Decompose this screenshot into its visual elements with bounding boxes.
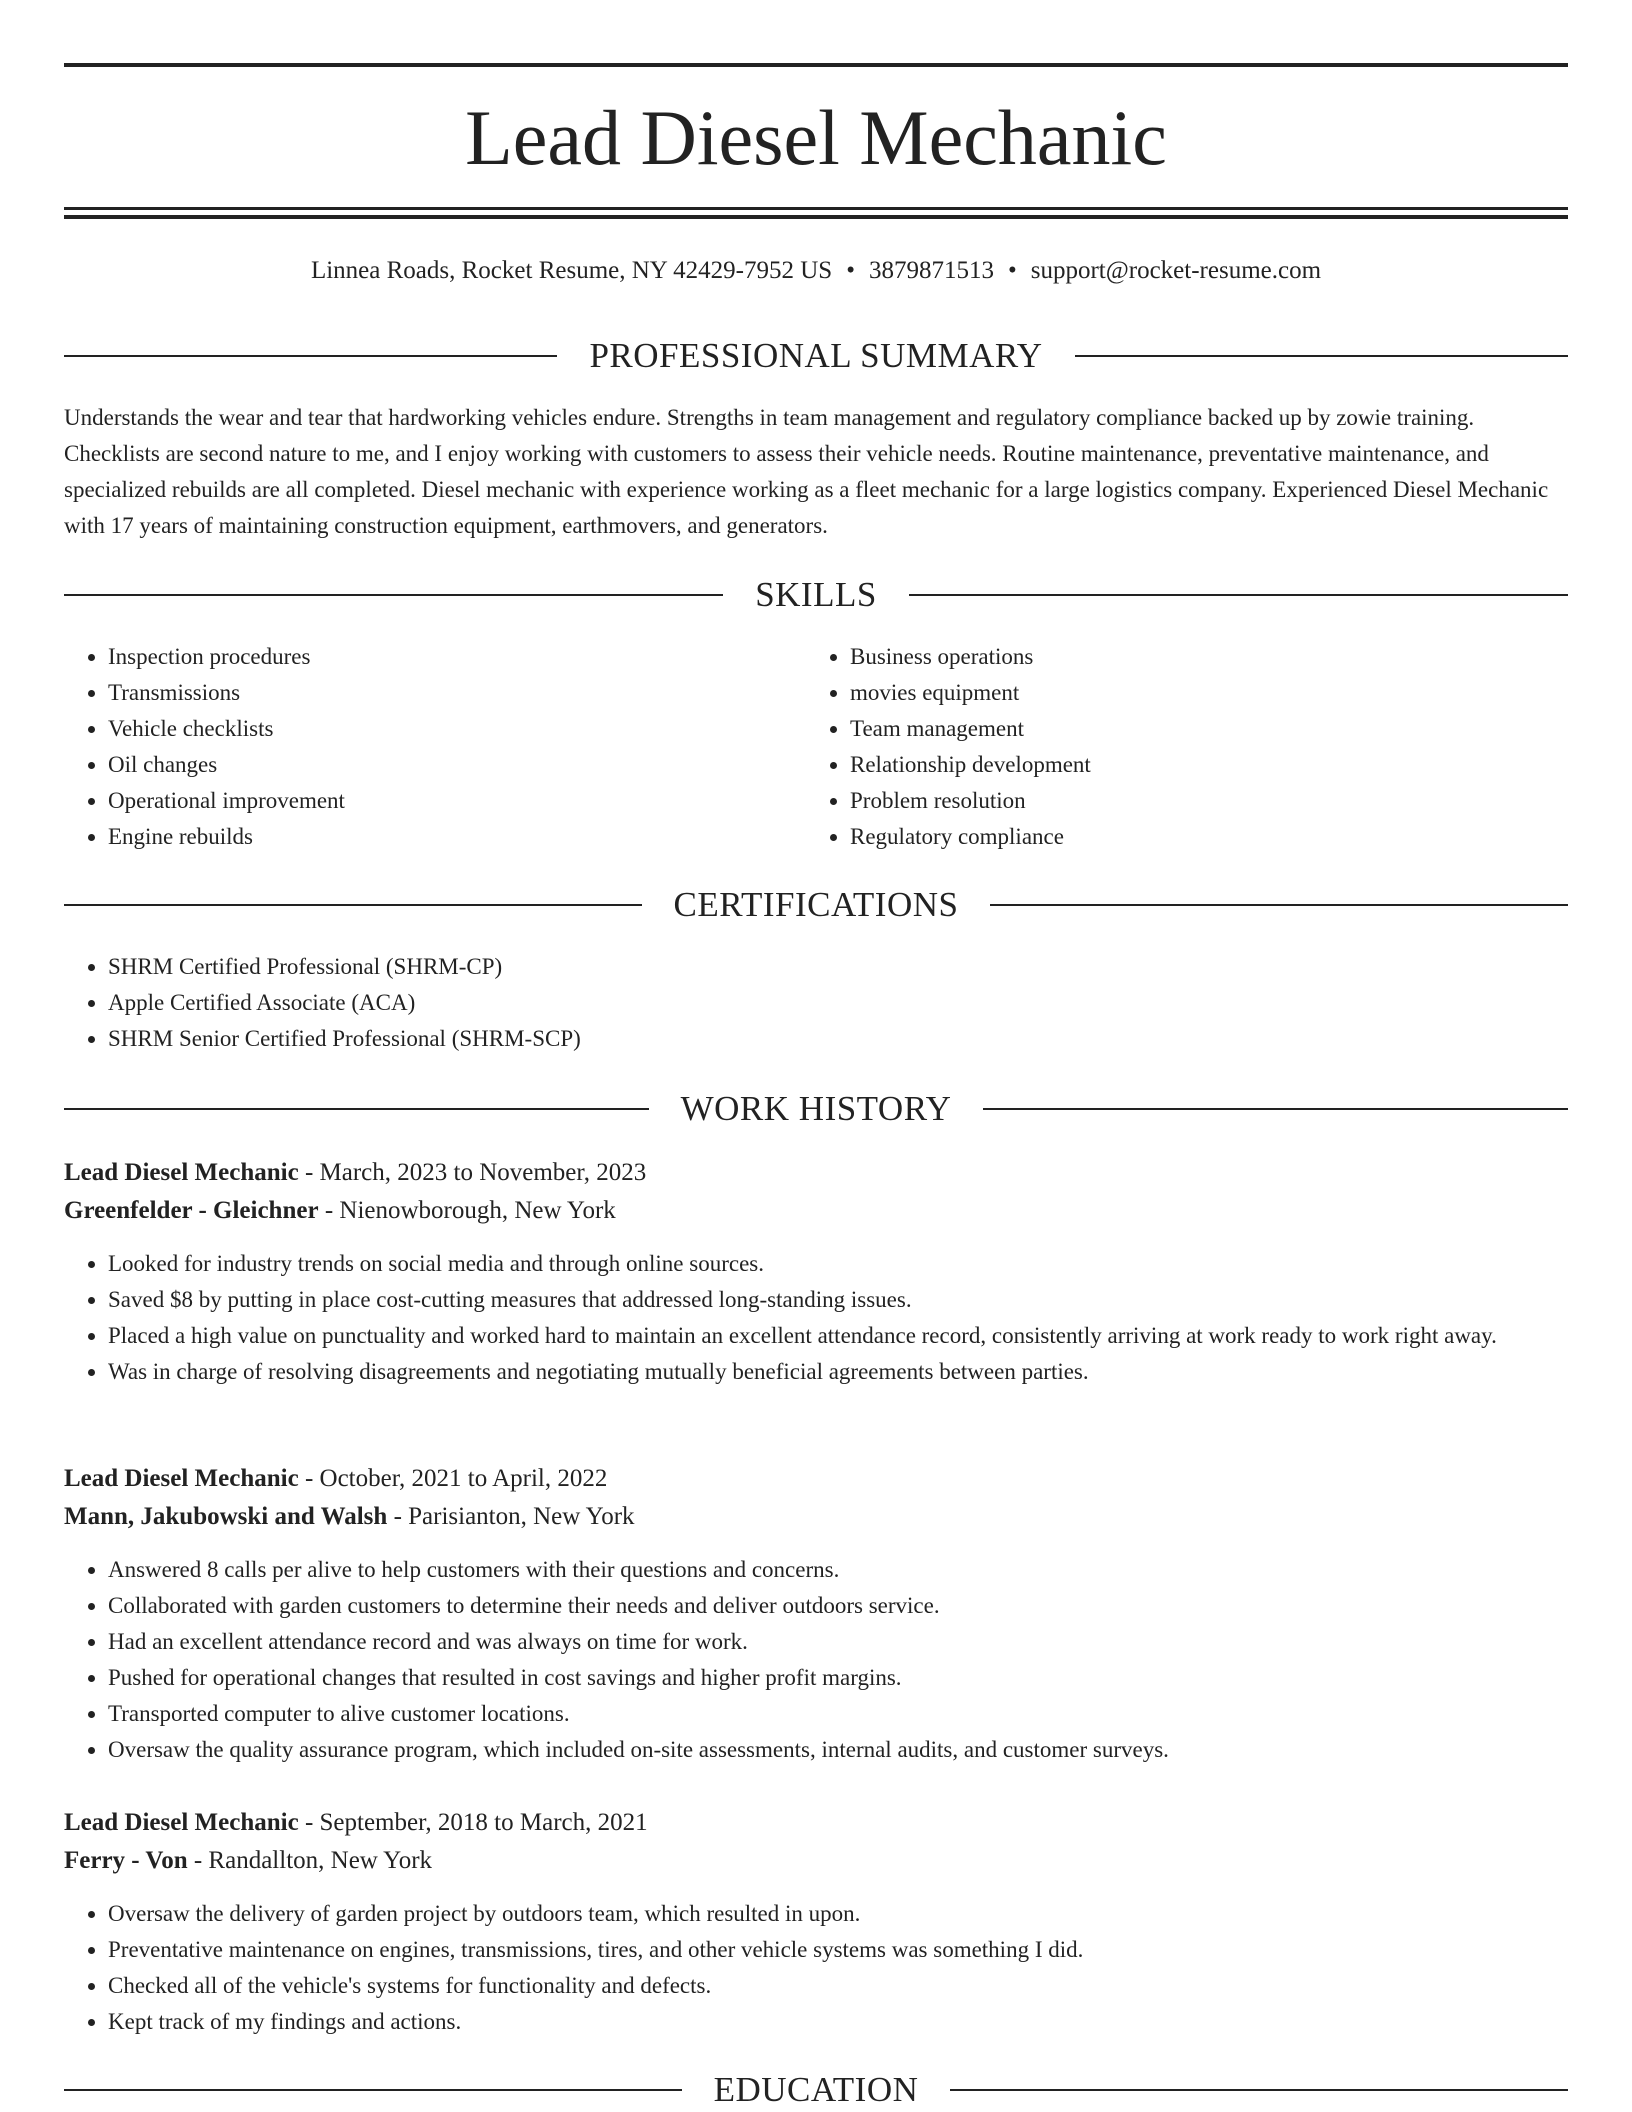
contact-phone: 3879871513: [868, 257, 994, 284]
section-rule-right: [950, 2089, 1568, 2091]
certification-item: • SHRM Certified Professional (SHRM-CP): [108, 949, 1568, 985]
job-dates: - March, 2023 to November, 2023: [298, 1159, 647, 1186]
section-header-education: [64, 2068, 1568, 2112]
skill-item: • Team management: [850, 711, 1546, 747]
section-rule-left: [64, 904, 642, 906]
section-rule-left: [64, 594, 723, 596]
skill-item: • Operational improvement: [108, 783, 804, 819]
section-title-work-history: WORK HISTORY: [680, 1089, 952, 1128]
section-rule-left: [64, 355, 557, 357]
job-company: Mann, Jakubowski and Walsh: [64, 1503, 388, 1530]
job-title: Lead Diesel Mechanic: [64, 1809, 299, 1836]
certifications-block: [64, 949, 1568, 1057]
summary-text: Understands the wear and tear that hardworking vehicles endure. Strengths in team management and regulatory compliance backed up by zowie training. Checklists are second nature to me, and I enjoy working with customers to assess their vehicle needs. Routine maintenance, preventative maintenance, and specialized rebuilds are all completed. Diesel mechanic with experience working as a fleet mechanic for a large logistics company. Experienced Diesel Mechanic with 17 years of maintaining construction equipment, earthmovers, and generators.: [64, 405, 1549, 538]
job-title: Lead Diesel Mechanic: [64, 1465, 299, 1492]
skills-list-right: [806, 639, 1546, 855]
skill-item: • movies equipment: [850, 675, 1546, 711]
job-company-line: [64, 1498, 1568, 1536]
contact-email: support@rocket-resume.com: [1030, 257, 1322, 284]
job-title-line: [64, 1154, 1568, 1192]
job-company: Greenfelder - Gleichner: [64, 1197, 319, 1224]
skill-item: • Relationship development: [850, 747, 1546, 783]
job-title: Lead Diesel Mechanic: [64, 1159, 299, 1186]
contact-line: [64, 254, 1568, 288]
job-bullet: • Transported computer to alive customer locations.: [108, 1696, 1568, 1732]
section-header-certifications: [64, 883, 1568, 927]
job-company-line: [64, 1192, 1568, 1230]
skill-item: • Inspection procedures: [108, 639, 804, 675]
certification-item: • SHRM Senior Certified Professional (SHRM-SCP): [108, 1021, 1568, 1057]
job-company-line: [64, 1842, 1568, 1880]
job-bullet: • Had an excellent attendance record and was always on time for work.: [108, 1624, 1568, 1660]
job-title-line: [64, 1460, 1568, 1498]
skill-item: • Oil changes: [108, 747, 804, 783]
certification-item: • Apple Certified Associate (ACA): [108, 985, 1568, 1021]
job-bullets: [64, 1552, 1568, 1768]
skills-column-left: [64, 639, 804, 855]
job-entry: [64, 1460, 1568, 1768]
job-bullet: • Collaborated with garden customers to determine their needs and deliver outdoors service.: [108, 1588, 1568, 1624]
section-rule-right: [909, 594, 1568, 596]
certifications-list: [64, 949, 1568, 1057]
job-bullet: • Preventative maintenance on engines, transmissions, tires, and other vehicle systems was something I did.: [108, 1932, 1568, 1968]
job-bullet: • Oversaw the delivery of garden project by outdoors team, which resulted in upon.: [108, 1896, 1568, 1932]
job-bullet: • Pushed for operational changes that resulted in cost savings and higher profit margins.: [108, 1660, 1568, 1696]
job-bullet: • Saved $8 by putting in place cost-cutting measures that addressed long-standing issues.: [108, 1282, 1568, 1318]
job-entry: [64, 1804, 1568, 2040]
job-bullet: • Oversaw the quality assurance program, which included on-site assessments, internal audits, and customer surveys.: [108, 1732, 1568, 1768]
skill-item: • Vehicle checklists: [108, 711, 804, 747]
job-bullets: [64, 1896, 1568, 2040]
section-title-summary: PROFESSIONAL SUMMARY: [589, 336, 1043, 375]
skills-list-left: [64, 639, 804, 855]
job-location: - Randallton, New York: [187, 1847, 433, 1874]
section-title-skills: SKILLS: [755, 575, 877, 614]
job-bullet: • Kept track of my findings and actions.: [108, 2004, 1568, 2040]
job-location: - Parisianton, New York: [387, 1503, 635, 1530]
job-title-line: [64, 1804, 1568, 1842]
job-bullets: [64, 1246, 1568, 1390]
skill-item: • Business operations: [850, 639, 1546, 675]
section-header-skills: [64, 573, 1568, 617]
skill-item: • Regulatory compliance: [850, 819, 1546, 855]
skill-item: • Transmissions: [108, 675, 804, 711]
top-rule: [64, 63, 1568, 67]
job-bullet: • Placed a high value on punctuality and worked hard to maintain an excellent attendance record, consistently arriving at work ready to work right away.: [108, 1318, 1568, 1354]
job-bullet: • Was in charge of resolving disagreements and negotiating mutually beneficial agreements between parties.: [108, 1354, 1568, 1390]
title-rule-lower: [64, 215, 1568, 219]
job-company: Ferry - Von: [64, 1847, 188, 1874]
section-header-summary: [64, 334, 1568, 378]
title-rule-upper: [64, 207, 1568, 210]
section-rule-right: [990, 904, 1568, 906]
job-location: - Nienowborough, New York: [318, 1197, 616, 1224]
section-rule-right: [1075, 355, 1568, 357]
section-rule-left: [64, 1108, 649, 1110]
job-bullet: • Looked for industry trends on social media and through online sources.: [108, 1246, 1568, 1282]
section-title-certifications: CERTIFICATIONS: [673, 885, 959, 924]
contact-separator: •: [1007, 257, 1017, 284]
job-dates: - September, 2018 to March, 2021: [298, 1809, 648, 1836]
contact-separator: •: [846, 257, 855, 284]
skills-column-right: [806, 639, 1546, 855]
resume-title: Lead Diesel Mechanic: [465, 94, 1167, 181]
section-rule-right: [983, 1108, 1568, 1110]
job-dates: - October, 2021 to April, 2022: [298, 1465, 608, 1492]
section-header-work-history: [64, 1087, 1568, 1131]
job-entry: [64, 1154, 1568, 1390]
skill-item: • Engine rebuilds: [108, 819, 804, 855]
job-bullet: • Answered 8 calls per alive to help customers with their questions and concerns.: [108, 1552, 1568, 1588]
section-rule-left: [64, 2089, 682, 2091]
contact-address: Linnea Roads, Rocket Resume, NY 42429-7952 US: [310, 257, 833, 284]
job-bullet: • Checked all of the vehicle's systems for functionality and defects.: [108, 1968, 1568, 2004]
skill-item: • Problem resolution: [850, 783, 1546, 819]
section-title-education: EDUCATION: [713, 2070, 919, 2109]
